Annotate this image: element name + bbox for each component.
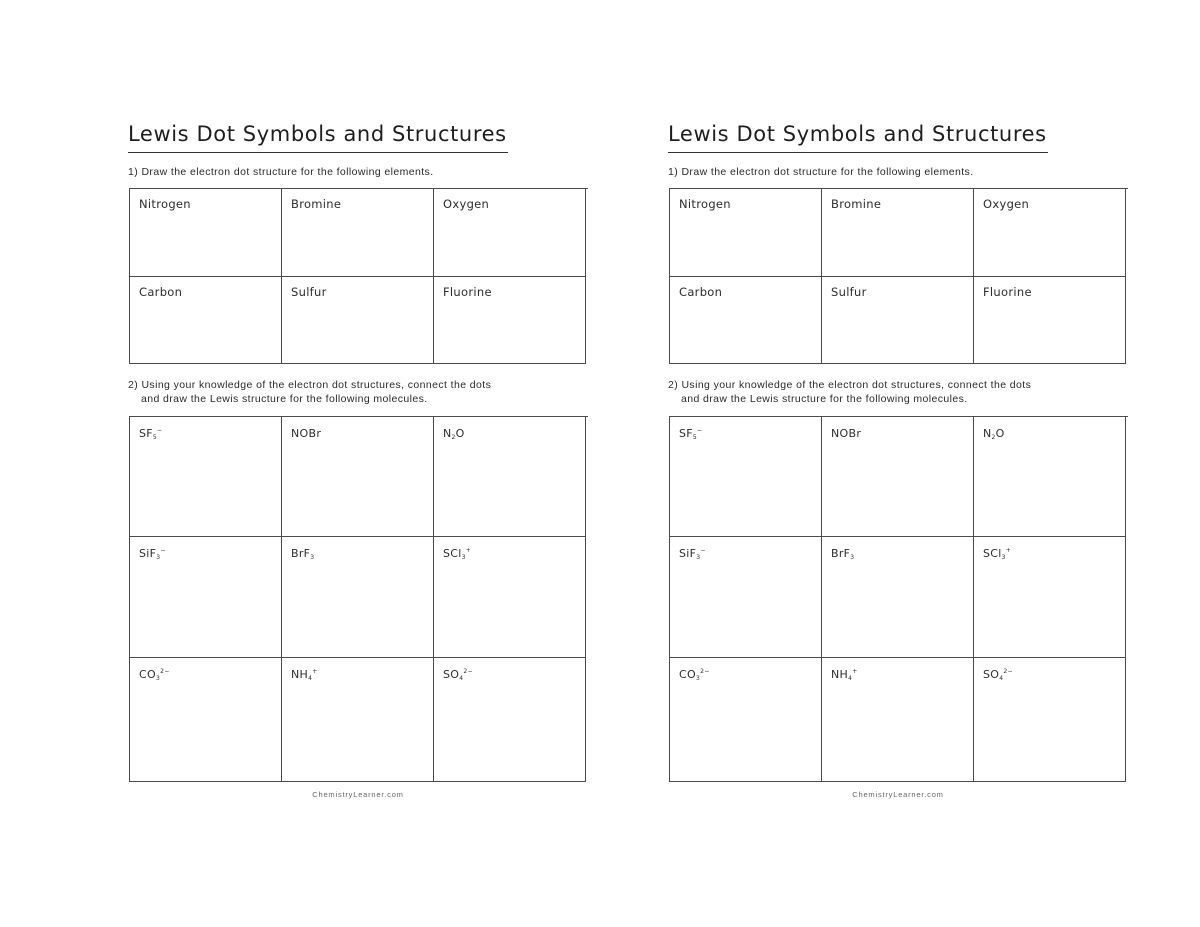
- elements-grid: [129, 188, 588, 364]
- element-label: Fluorine: [443, 285, 492, 299]
- title-underline: [668, 152, 1048, 153]
- element-cell[interactable]: [670, 277, 822, 364]
- molecule-formula: $NH_4^+$: [291, 668, 318, 682]
- element-label: Oxygen: [443, 197, 490, 211]
- element-label: Carbon: [139, 285, 183, 299]
- element-cell[interactable]: [434, 277, 586, 364]
- molecule-formula: SiF$_3$−: [139, 547, 166, 561]
- title-underline: [128, 152, 508, 153]
- molecule-cell[interactable]: [974, 417, 1126, 537]
- molecule-cell[interactable]: [974, 658, 1126, 782]
- worksheet-title: Lewis Dot Symbols and Structures: [668, 122, 1047, 146]
- element-label: Sulfur: [291, 285, 327, 299]
- molecule-formula: BrF$_3$: [831, 547, 855, 561]
- element-cell[interactable]: [282, 189, 434, 277]
- element-label: Sulfur: [831, 285, 867, 299]
- molecule-cell[interactable]: [130, 537, 282, 658]
- molecule-formula: SiF$_3$−: [679, 547, 706, 561]
- molecule-cell[interactable]: [282, 658, 434, 782]
- element-label: Bromine: [831, 197, 882, 211]
- molecule-cell[interactable]: [974, 537, 1126, 658]
- molecule-cell[interactable]: [670, 658, 822, 782]
- molecule-cell[interactable]: [130, 417, 282, 537]
- molecule-cell[interactable]: [822, 658, 974, 782]
- molecule-cell[interactable]: [434, 417, 586, 537]
- molecule-formula: $SO_4^{2-}$: [443, 668, 473, 682]
- molecules-grid: [669, 416, 1128, 782]
- molecule-cell[interactable]: [434, 658, 586, 782]
- element-cell[interactable]: [822, 189, 974, 277]
- element-label: Bromine: [291, 197, 342, 211]
- molecule-formula: SCl$_3$+: [983, 547, 1012, 561]
- instruction-molecules-line1: 2) Using your knowledge of the electron dot structures, connect the dots: [668, 379, 1032, 391]
- molecule-formula: NOBr: [831, 427, 862, 440]
- molecule-cell[interactable]: [670, 537, 822, 658]
- molecule-cell[interactable]: [822, 417, 974, 537]
- elements-grid: [669, 188, 1128, 364]
- molecule-cell[interactable]: [670, 417, 822, 537]
- molecule-formula: $CO_3^{2-}$: [139, 668, 170, 682]
- molecule-formula: NOBr: [291, 427, 322, 440]
- molecule-formula: $SF_5^-$: [139, 427, 163, 441]
- molecule-formula: $CO_3^{2-}$: [679, 668, 710, 682]
- element-cell[interactable]: [822, 277, 974, 364]
- element-cell[interactable]: [130, 189, 282, 277]
- molecule-formula: BrF$_3$: [291, 547, 315, 561]
- instruction-molecules-line2: and draw the Lewis structure for the following molecules.: [141, 393, 428, 405]
- molecule-cell[interactable]: [434, 537, 586, 658]
- molecule-formula: $SO_4^{2-}$: [983, 668, 1013, 682]
- element-cell[interactable]: [282, 277, 434, 364]
- instruction-elements: 1) Draw the electron dot structure for the following elements.: [128, 166, 434, 178]
- element-label: Nitrogen: [679, 197, 731, 211]
- footer-credit: ChemistryLearner.com: [312, 790, 404, 799]
- element-label: Oxygen: [983, 197, 1030, 211]
- molecule-formula: $NH_4^+$: [831, 668, 858, 682]
- worksheet-title: Lewis Dot Symbols and Structures: [128, 122, 507, 146]
- instruction-molecules-line1: 2) Using your knowledge of the electron dot structures, connect the dots: [128, 379, 492, 391]
- molecule-formula: SCl$_3$+: [443, 547, 472, 561]
- element-cell[interactable]: [974, 189, 1126, 277]
- element-cell[interactable]: [670, 189, 822, 277]
- element-label: Nitrogen: [139, 197, 191, 211]
- molecule-cell[interactable]: [822, 537, 974, 658]
- molecule-formula: $N_2O$: [443, 427, 465, 441]
- molecules-grid: [129, 416, 588, 782]
- element-label: Carbon: [679, 285, 723, 299]
- instruction-molecules: [128, 378, 491, 406]
- element-label: Fluorine: [983, 285, 1032, 299]
- instruction-molecules-line2: and draw the Lewis structure for the following molecules.: [681, 393, 968, 405]
- molecule-formula: $SF_5^-$: [679, 427, 703, 441]
- footer-credit: ChemistryLearner.com: [852, 790, 944, 799]
- element-cell[interactable]: [130, 277, 282, 364]
- molecule-cell[interactable]: [282, 537, 434, 658]
- molecule-cell[interactable]: [130, 658, 282, 782]
- element-cell[interactable]: [434, 189, 586, 277]
- instruction-molecules: [668, 378, 1031, 406]
- molecule-cell[interactable]: [282, 417, 434, 537]
- molecule-formula: $N_2O$: [983, 427, 1005, 441]
- instruction-elements: 1) Draw the electron dot structure for the following elements.: [668, 166, 974, 178]
- element-cell[interactable]: [974, 277, 1126, 364]
